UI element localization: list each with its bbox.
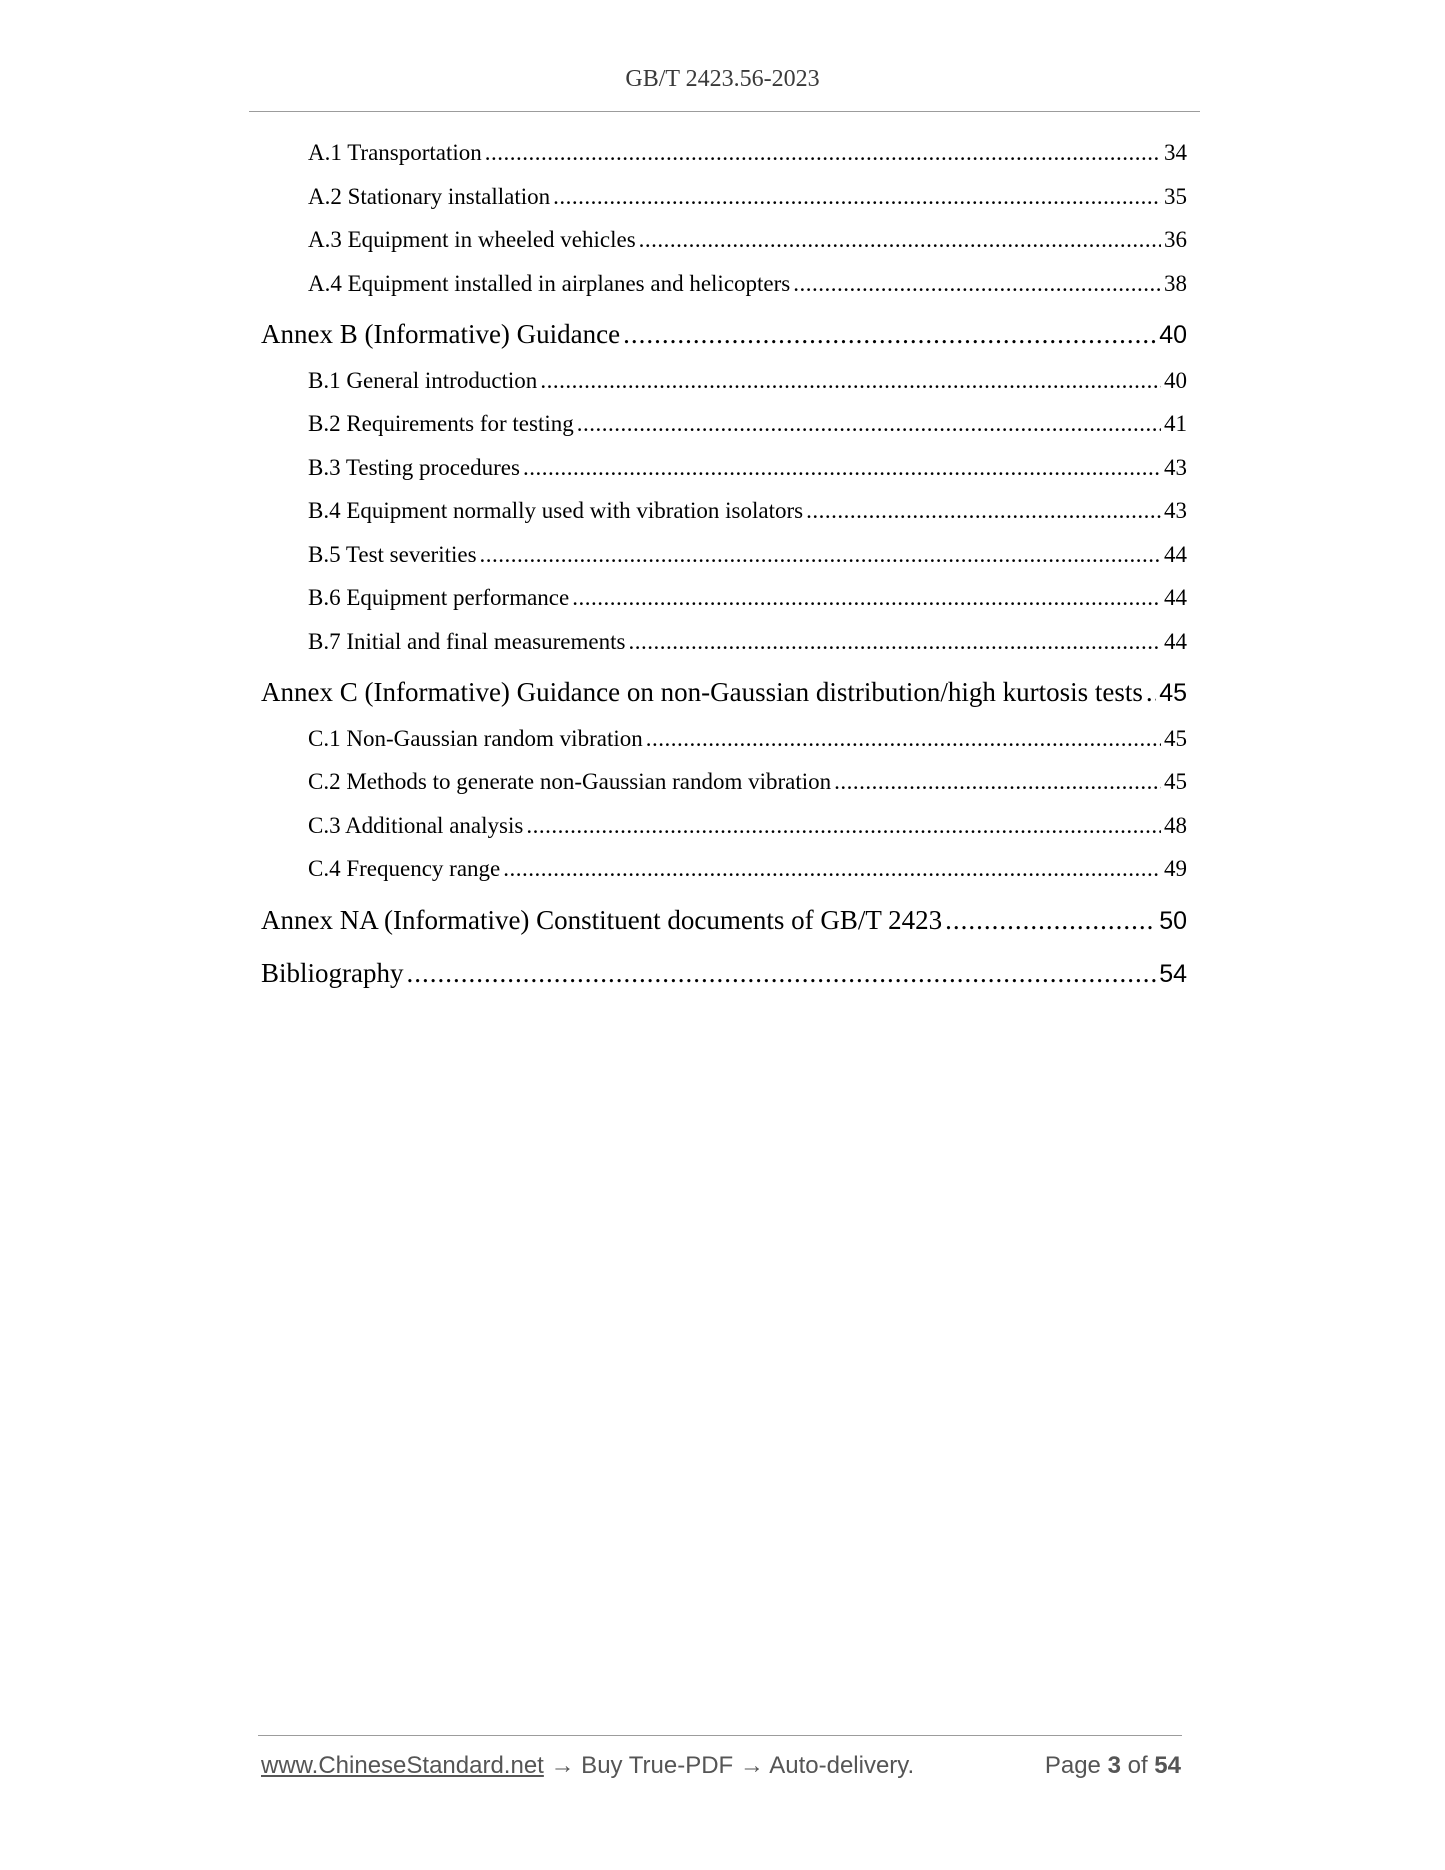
toc-subsection-entry[interactable] <box>308 411 1187 437</box>
toc-dot-leader <box>407 958 1157 989</box>
current-page-number: 3 <box>1107 1752 1121 1779</box>
toc-page-number: 43 <box>1164 454 1187 480</box>
toc-dot-leader <box>485 140 1161 166</box>
toc-page-number: 50 <box>1159 906 1187 935</box>
toc-page-number: 45 <box>1164 769 1187 794</box>
toc-dot-leader <box>646 726 1161 752</box>
toc-entry-title: A.4 Equipment installed in airplanes and helicopters <box>308 270 791 296</box>
toc-page-number: 40 <box>1164 367 1187 393</box>
toc-subsection-entry[interactable] <box>308 140 1187 166</box>
toc-subsection-entry[interactable] <box>308 813 1187 839</box>
toc-entry-title: A.2 Stationary installation <box>308 183 551 209</box>
toc-entry-title: B.3 Testing procedures <box>308 454 520 480</box>
toc-subsection-entry[interactable] <box>308 271 1187 297</box>
toc-dot-leader <box>834 769 1161 795</box>
total-page-count: 54 <box>1154 1752 1181 1779</box>
toc-entry-title: A.1 Transportation <box>308 140 482 165</box>
toc-entry-title: B.5 Test severities <box>308 541 477 567</box>
toc-page-number: 44 <box>1164 585 1187 610</box>
footer-divider <box>258 1735 1182 1736</box>
toc-entry-title: B.7 Initial and final measurements <box>308 628 626 654</box>
toc-page-number: 36 <box>1164 227 1187 252</box>
toc-entry-title: B.4 Equipment normally used with vibration isolators <box>308 498 804 523</box>
of-word: of <box>1127 1752 1148 1779</box>
footer-tagline: → Buy True-PDF → Auto-delivery. <box>543 1752 915 1779</box>
page-word: Page <box>1044 1752 1101 1779</box>
toc-section-entry[interactable] <box>261 958 1187 989</box>
toc-entry-title: A.3 Equipment in wheeled vehicles <box>308 227 636 252</box>
toc-page-number: 40 <box>1159 321 1187 349</box>
toc-dot-leader <box>540 368 1161 394</box>
toc-dot-leader <box>623 319 1156 350</box>
toc-subsection-entry[interactable] <box>308 542 1187 568</box>
footer-promo <box>261 1752 914 1780</box>
toc-page-number: 45 <box>1164 725 1187 751</box>
toc-entry-title: B.2 Requirements for testing <box>308 411 574 436</box>
toc-entry-title: C.4 Frequency range <box>308 856 501 881</box>
toc-subsection-entry[interactable] <box>308 629 1187 655</box>
toc-page-number: 35 <box>1164 183 1187 209</box>
toc-page-number: 45 <box>1159 679 1187 707</box>
toc-dot-leader <box>628 629 1161 655</box>
toc-page-number: 54 <box>1159 960 1187 988</box>
toc-dot-leader <box>1146 677 1156 708</box>
toc-page-number: 44 <box>1164 541 1187 567</box>
toc-entry-title: C.1 Non-Gaussian random vibration <box>308 725 643 751</box>
toc-dot-leader <box>806 498 1161 524</box>
toc-subsection-entry[interactable] <box>308 585 1187 611</box>
toc-page-number: 44 <box>1164 628 1187 654</box>
toc-entry-title: Annex B (Informative) Guidance <box>261 319 621 349</box>
toc-subsection-entry[interactable] <box>308 769 1187 795</box>
toc-dot-leader <box>945 905 1156 936</box>
toc-entry-title: Annex NA (Informative) Constituent documents of GB/T 2423 <box>261 904 943 935</box>
toc-subsection-entry[interactable] <box>308 726 1187 752</box>
toc-dot-leader <box>793 271 1161 297</box>
toc-entry-title: Bibliography <box>261 958 404 988</box>
toc-subsection-entry[interactable] <box>308 856 1187 882</box>
website-link[interactable]: www.ChineseStandard.net <box>261 1752 544 1779</box>
toc-dot-leader <box>639 227 1161 253</box>
toc-dot-leader <box>523 455 1161 481</box>
header-divider <box>249 111 1200 112</box>
toc-dot-leader <box>577 411 1161 437</box>
toc-dot-leader <box>553 184 1161 210</box>
toc-section-entry[interactable] <box>261 905 1187 936</box>
toc-entry-title: C.3 Additional analysis <box>308 812 524 838</box>
toc-page-number: 49 <box>1164 856 1187 881</box>
toc-entry-title: B.6 Equipment performance <box>308 585 570 610</box>
toc-subsection-entry[interactable] <box>308 368 1187 394</box>
page-indicator <box>1045 1752 1181 1780</box>
toc-page-number: 34 <box>1164 140 1187 165</box>
toc-dot-leader <box>526 813 1161 839</box>
toc-dot-leader <box>572 585 1161 611</box>
toc-subsection-entry[interactable] <box>308 227 1187 253</box>
toc-page-number: 41 <box>1164 411 1187 436</box>
toc-dot-leader <box>503 856 1161 882</box>
toc-section-entry[interactable] <box>261 319 1187 350</box>
toc-page-number: 48 <box>1164 812 1187 838</box>
toc-subsection-entry[interactable] <box>308 498 1187 524</box>
toc-section-entry[interactable] <box>261 677 1187 708</box>
toc-dot-leader <box>480 542 1161 568</box>
toc-entry-title: C.2 Methods to generate non-Gaussian random vibration <box>308 769 832 794</box>
toc-subsection-entry[interactable] <box>308 455 1187 481</box>
toc-page-number: 38 <box>1164 270 1187 296</box>
document-code-header: GB/T 2423.56-2023 <box>625 66 820 92</box>
toc-entry-title: B.1 General introduction <box>308 367 538 393</box>
toc-subsection-entry[interactable] <box>308 184 1187 210</box>
toc-page-number: 43 <box>1164 498 1187 523</box>
toc-entry-title: Annex C (Informative) Guidance on non-Gaussian distribution/high kurtosis tests <box>261 677 1143 707</box>
